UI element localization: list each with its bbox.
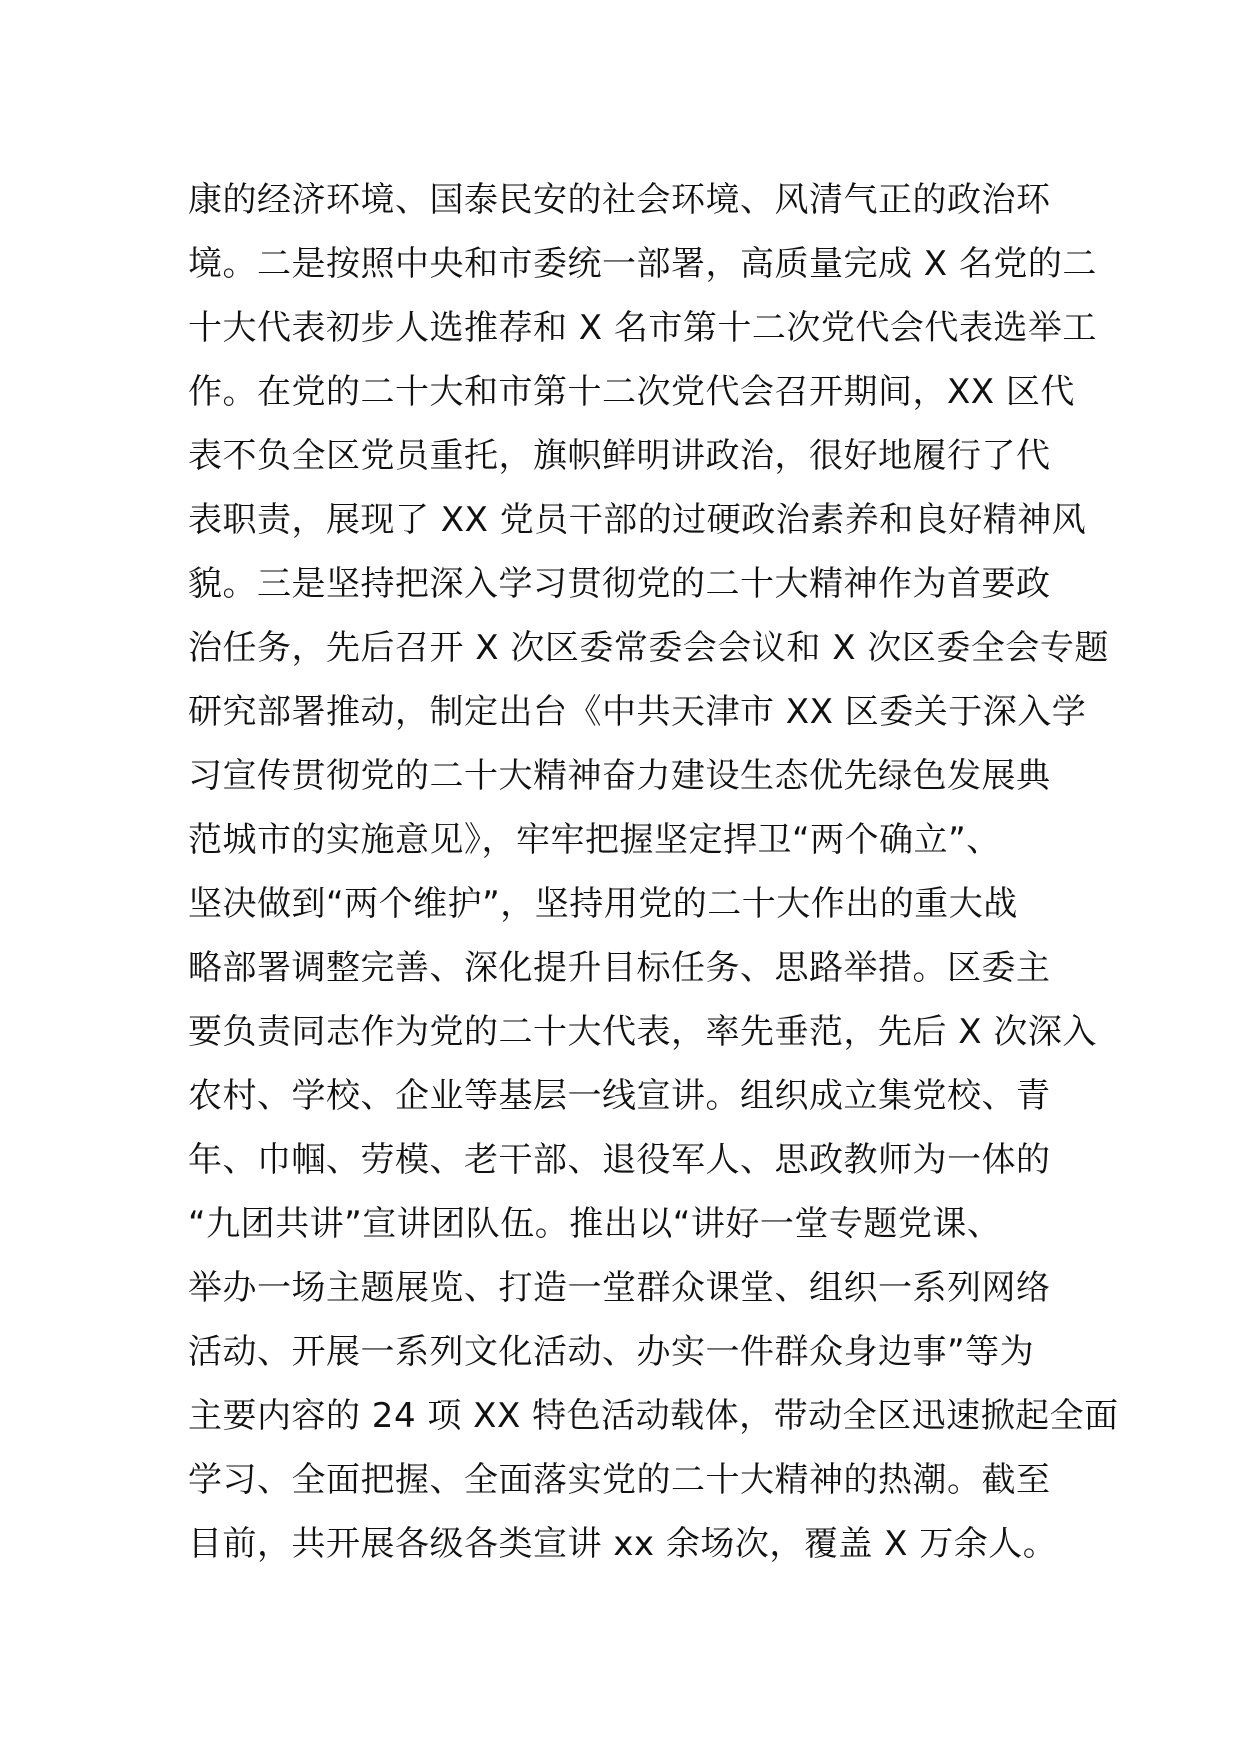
text-line-11: 范城市的实施意见》，牢牢把握坚定捍卫“两个确立”、 — [188, 820, 1001, 860]
text-line-22: 目前，共开展各级各类宣讲 xx 余场次，覆盖 X 万余人。 — [188, 1524, 1058, 1564]
body-paragraph — [188, 168, 1119, 1576]
text-line-8: 治任务，先后召开 X 次区委常委会会议和 X 次区委全会专题 — [188, 628, 1109, 668]
text-line-9: 研究部署推动，制定出台《中共天津市 XX 区委关于深入学 — [188, 692, 1087, 732]
text-line-5: 表不负全区党员重托，旗帜鲜明讲政治，很好地履行了代 — [188, 436, 1051, 476]
text-line-13: 略部署调整完善、深化提升目标任务、思路举措。区委主 — [188, 948, 1051, 988]
text-line-14: 要负责同志作为党的二十大代表，率先垂范，先后 X 次深入 — [188, 1012, 1097, 1052]
text-line-3: 十大代表初步人选推荐和 X 名市第十二次党代会代表选举工 — [188, 308, 1097, 348]
text-line-10: 习宣传贯彻党的二十大精神奋力建设生态优先绿色发展典 — [188, 756, 1051, 796]
text-line-16: 年、巾帼、劳模、老干部、退役军人、思政教师为一体的 — [188, 1140, 1051, 1180]
text-line-2: 境。二是按照中央和市委统一部署，高质量完成 X 名党的二 — [188, 244, 1097, 284]
text-line-4: 作。在党的二十大和市第十二次党代会召开期间，XX 区代 — [188, 372, 1075, 412]
text-line-15: 农村、学校、企业等基层一线宣讲。组织成立集党校、青 — [188, 1076, 1051, 1116]
text-line-12: 坚决做到“两个维护”，坚持用党的二十大作出的重大战 — [188, 884, 1018, 924]
text-line-6: 表职责，展现了 XX 党员干部的过硬政治素养和良好精神风 — [188, 500, 1087, 540]
text-line-18: 举办一场主题展览、打造一堂群众课堂、组织一系列网络 — [188, 1268, 1051, 1308]
text-line-19: 活动、开展一系列文化活动、办实一件群众身边事”等为 — [188, 1332, 1035, 1372]
text-line-20: 主要内容的 24 项 XX 特色活动载体，带动全区迅速掀起全面 — [188, 1396, 1119, 1436]
text-line-7: 貌。三是坚持把深入学习贯彻党的二十大精神作为首要政 — [188, 564, 1051, 604]
text-line-17: “九团共讲”宣讲团队伍。推出以“讲好一堂专题党课、 — [188, 1204, 1002, 1244]
text-line-1: 康的经济环境、国泰民安的社会环境、风清气正的政治环 — [188, 180, 1051, 220]
text-line-21: 学习、全面把握、全面落实党的二十大精神的热潮。截至 — [188, 1460, 1051, 1500]
